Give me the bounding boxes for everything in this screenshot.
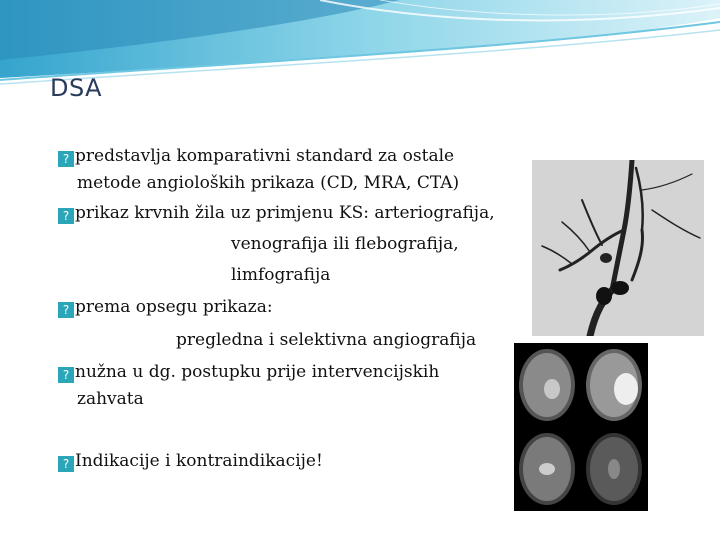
ct-scan-grid-image (514, 343, 648, 511)
bullet-3-line-2: pregledna i selektivna angiografija (176, 330, 477, 350)
bullet-4-line-2: zahvata (77, 389, 144, 409)
bullet-4-line-1: nužna u dg. postupku prije intervencijskih (75, 362, 440, 382)
ct-scan-2 (586, 349, 642, 421)
ct-scan-3 (519, 433, 575, 505)
bullet-1-line-1: predstavlja komparativni standard za ostale (75, 146, 455, 166)
bullet-3-line-1: prema opsegu prikaza: (75, 297, 273, 317)
slide-title: DSA (50, 74, 103, 102)
ct-scan-1 (519, 349, 575, 421)
bullet-5 (58, 451, 323, 472)
bullet-2 (58, 203, 495, 224)
bullet-2-line-3: limfografija (231, 265, 331, 285)
ct-scan-4 (586, 433, 642, 505)
bullet-1 (58, 146, 454, 167)
bullet-2-line-2: venografija ili flebografija, (231, 234, 459, 254)
angiogram-image (532, 160, 704, 336)
bullet-5-line-1: Indikacije i kontraindikacije! (75, 451, 323, 471)
bullet-icon: ? (58, 208, 74, 224)
bullet-icon: ? (58, 302, 74, 318)
bullet-icon: ? (58, 456, 74, 472)
bullet-2-line-1: prikaz krvnih žila uz primjenu KS: arteriografija, (75, 203, 495, 223)
bullet-icon: ? (58, 367, 74, 383)
bullet-4 (58, 362, 439, 383)
bullet-3 (58, 297, 273, 318)
bullet-icon: ? (58, 151, 74, 167)
header-wave-decoration (0, 0, 720, 90)
bullet-1-line-2: metode angioloških prikaza (CD, MRA, CTA) (77, 173, 460, 193)
